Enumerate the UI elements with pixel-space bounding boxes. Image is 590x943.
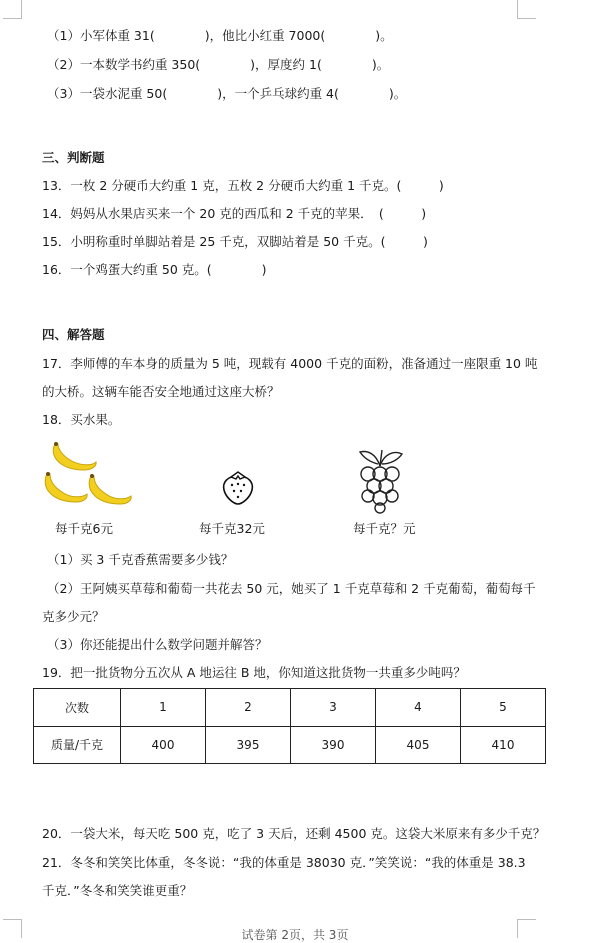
fill-question-2: （2）一本数学书约重 350( )，厚度约 1( )。 bbox=[47, 57, 390, 72]
banana-icon bbox=[40, 438, 132, 508]
question-18-sub-2-line-2: 克多少元？ bbox=[42, 609, 105, 624]
table-cell: 405 bbox=[376, 726, 461, 764]
judge-question-16: 16．一个鸡蛋大约重 50 克。( ) bbox=[42, 262, 267, 277]
question-21-line-2: 千克．”冬冬和笑笑谁更重？ bbox=[42, 883, 193, 898]
section-title-answer: 四、解答题 bbox=[42, 327, 105, 342]
question-20: 20．一袋大米，每天吃 500 克，吃了 3 天后，还剩 4500 克。这袋大米原来有多少千克？ bbox=[42, 826, 546, 841]
fill-question-1: （1）小军体重 31( )，他比小红重 7000( )。 bbox=[47, 28, 393, 43]
question-17-line-1: 17．李师傅的车本身的质量为 5 吨，现载有 4000 千克的面粉，准备通过一座限重 10 吨 bbox=[42, 356, 538, 371]
question-17-line-2: 的大桥。这辆车能否安全地通过这座大桥？ bbox=[42, 384, 280, 399]
table-cell: 2 bbox=[206, 689, 291, 727]
question-18-sub-2-line-1: （2）王阿姨买草莓和葡萄一共花去 50 元，她买了 1 千克草莓和 2 千克葡萄，葡萄每千 bbox=[47, 581, 536, 596]
table-cell: 390 bbox=[291, 726, 376, 764]
table-cell: 3 bbox=[291, 689, 376, 727]
banana-price: 每千克6元 bbox=[55, 521, 113, 536]
table-cell: 1 bbox=[121, 689, 206, 727]
judge-question-15: 15．小明称重时单脚站着是 25 千克，双脚站着是 50 千克。( ) bbox=[42, 234, 428, 249]
grapes-price: 每千克？元 bbox=[353, 521, 416, 536]
table-row bbox=[34, 726, 546, 764]
table-cell: 395 bbox=[206, 726, 291, 764]
table-header-times: 次数 bbox=[34, 689, 121, 727]
fill-question-3: （3）一袋水泥重 50( )，一个乒乓球约重 4( )。 bbox=[47, 86, 407, 101]
table-row bbox=[34, 689, 546, 727]
question-18-sub-3: （3）你还能提出什么数学问题并解答？ bbox=[47, 637, 268, 652]
page-footer: 试卷第 2页，共 3页 bbox=[241, 928, 349, 942]
cargo-table bbox=[33, 688, 546, 764]
question-21-line-1: 21．冬冬和笑笑比体重，冬冬说：“我的体重是 38030 克．”笑笑说：“我的体重是 38.3 bbox=[42, 855, 526, 870]
judge-question-14: 14．妈妈从水果店买来一个 20 克的西瓜和 2 千克的苹果． ( ) bbox=[42, 206, 427, 221]
question-18-sub-1: （1）买 3 千克香蕉需要多少钱？ bbox=[47, 552, 234, 567]
table-cell: 4 bbox=[376, 689, 461, 727]
table-cell: 5 bbox=[461, 689, 546, 727]
grapes-icon bbox=[352, 446, 408, 514]
table-header-weight: 质量/千克 bbox=[34, 726, 121, 764]
strawberry-price: 每千克32元 bbox=[199, 521, 265, 536]
question-18: 18．买水果。 bbox=[42, 412, 121, 427]
question-19: 19．把一批货物分五次从 A 地运往 B 地，你知道这批货物一共重多少吨吗？ bbox=[42, 665, 466, 680]
judge-question-13: 13．一枚 2 分硬币大约重 1 克，五枚 2 分硬币大约重 1 千克。( ) bbox=[42, 178, 444, 193]
section-title-judgement: 三、判断题 bbox=[42, 150, 105, 165]
table-cell: 400 bbox=[121, 726, 206, 764]
strawberry-icon bbox=[218, 470, 258, 506]
crop-mark-top-left bbox=[3, 0, 22, 19]
table-cell: 410 bbox=[461, 726, 546, 764]
crop-mark-top-right bbox=[517, 0, 536, 19]
